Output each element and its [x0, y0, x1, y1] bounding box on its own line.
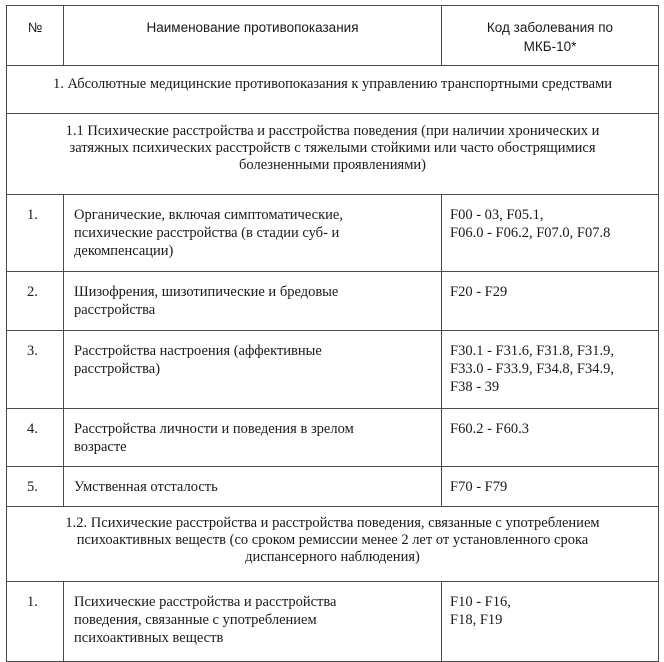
header-number: № — [7, 6, 64, 66]
row-code: F60.2 - F60.3 — [442, 409, 659, 467]
row-name: Психические расстройства и расстройства поведения, связанные с употреблением психоактивных веществ — [64, 582, 442, 662]
row-number: 4. — [7, 409, 64, 467]
row-number: 1. — [7, 582, 64, 662]
table-row — [7, 467, 659, 507]
subsection-row — [7, 507, 659, 582]
row-name: Расстройства личности и поведения в зрелом возрасте — [64, 409, 442, 467]
subsection-row — [7, 114, 659, 195]
row-number: 1. — [7, 195, 64, 272]
section-row — [7, 66, 659, 114]
row-number: 3. — [7, 331, 64, 409]
row-number: 2. — [7, 272, 64, 331]
section-title: 1. Абсолютные медицинские противопоказания к управлению транспортными средствами — [7, 66, 659, 114]
row-code: F10 - F16, F18, F19 — [442, 582, 659, 662]
table-row — [7, 331, 659, 409]
table-row — [7, 272, 659, 331]
contraindications-table — [6, 5, 659, 662]
row-code: F00 - 03, F05.1, F06.0 - F06.2, F07.0, F07.8 — [442, 195, 659, 272]
row-code: F30.1 - F31.6, F31.8, F31.9, F33.0 - F33.9, F34.8, F34.9, F38 - 39 — [442, 331, 659, 409]
subsection-title: 1.2. Психические расстройства и расстройства поведения, связанные с употреблением психоактивных веществ (со сроком ремиссии менее 2 лет от установленного срока диспансерного наблюдения) — [7, 507, 659, 582]
row-name: Умственная отсталость — [64, 467, 442, 507]
row-name: Расстройства настроения (аффективные расстройства) — [64, 331, 442, 409]
header-code-line: МКБ-10* — [523, 39, 577, 54]
header-name: Наименование противопоказания — [64, 6, 442, 66]
row-code: F70 - F79 — [442, 467, 659, 507]
table-header-row — [7, 6, 659, 66]
row-code: F20 - F29 — [442, 272, 659, 331]
header-code-line: Код заболевания по — [486, 20, 614, 35]
header-code — [442, 6, 659, 66]
row-number: 5. — [7, 467, 64, 507]
table-row — [7, 409, 659, 467]
row-name: Шизофрения, шизотипические и бредовые расстройства — [64, 272, 442, 331]
subsection-title: 1.1 Психические расстройства и расстройства поведения (при наличии хронических и затяжных психических расстройств с тяжелыми стойкими или часто обострящимися болезненными проявлениями) — [7, 114, 659, 195]
table-row — [7, 195, 659, 272]
row-name: Органические, включая симптоматические, психические расстройства (в стадии суб- и декомпенсации) — [64, 195, 442, 272]
